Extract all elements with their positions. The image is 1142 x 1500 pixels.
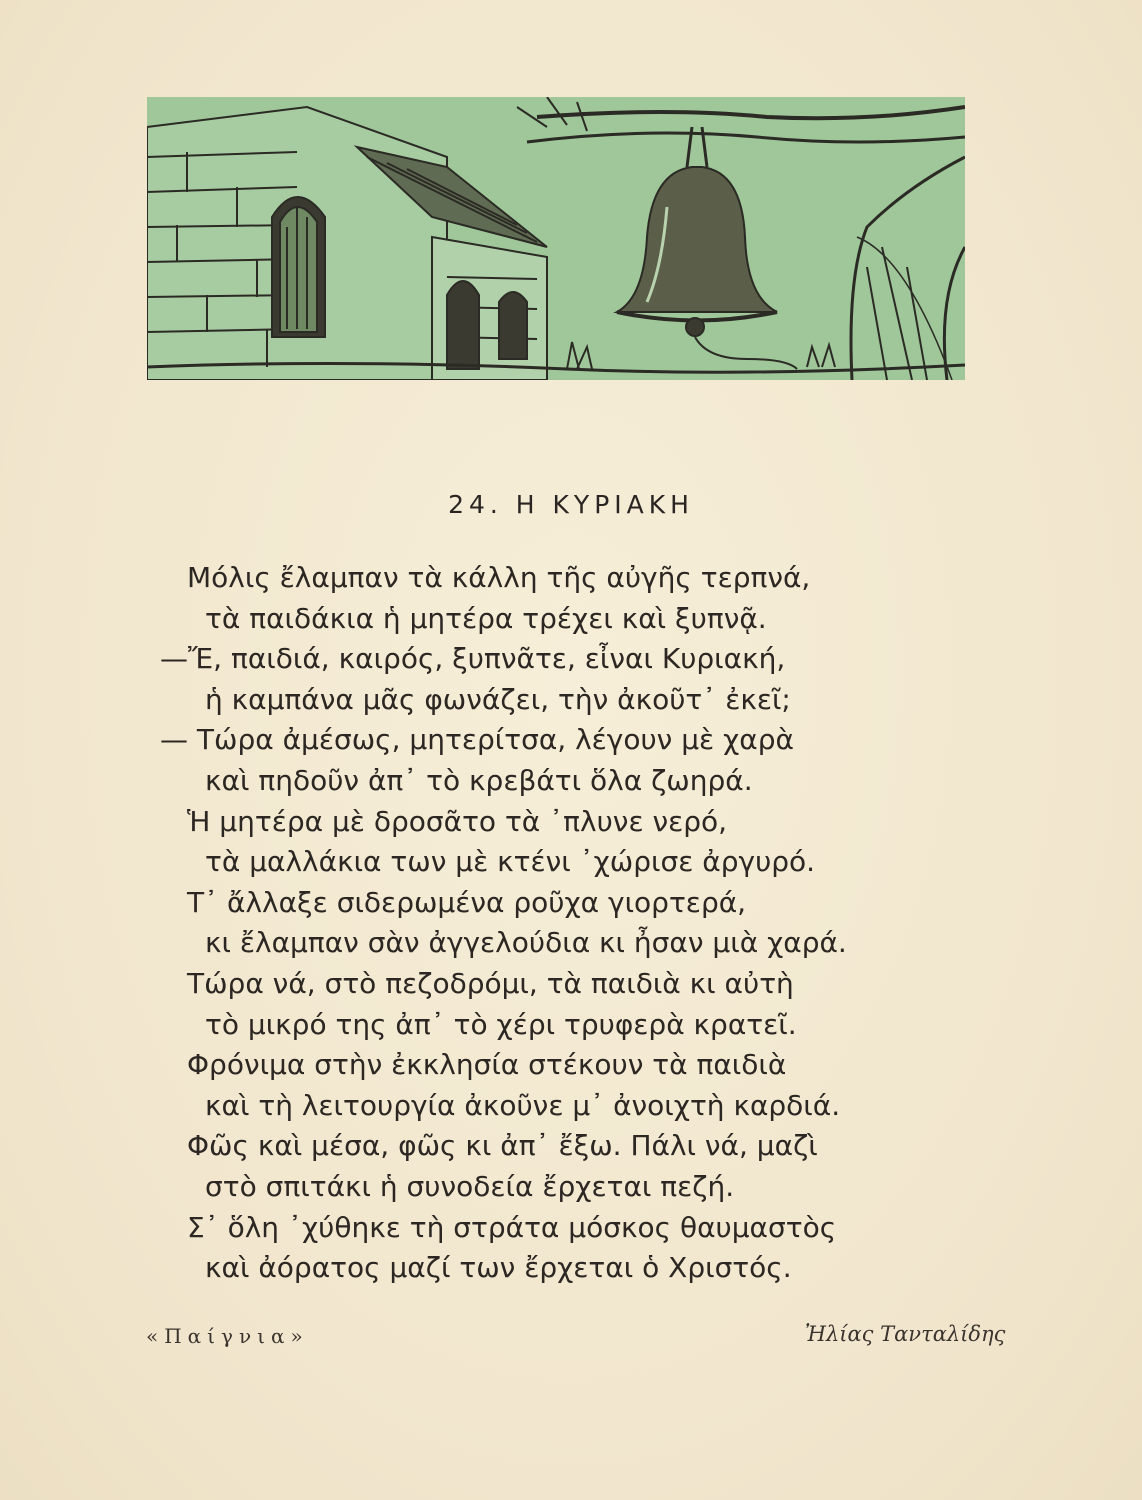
poem-line: Μόλις ἔλαμπαν τὰ κάλλη τῆς αὐγῆς τερπνά,: [187, 561, 811, 594]
poem-number: 24.: [448, 490, 503, 519]
poem-line: —Ἔ, παιδιά, καιρός, ξυπνᾶτε, εἶναι Κυριακή,: [160, 642, 786, 676]
poem-line: ἡ καμπάνα μᾶς φωνάζει, τὴν ἀκοῦτ᾽ ἐκεῖ;: [205, 682, 791, 716]
poem-line: καὶ ἀόρατος μαζί των ἔρχεται ὁ Χριστός.: [205, 1251, 792, 1285]
poem-line: Φῶς καὶ μέσα, φῶς κι ἀπ᾽ ἔξω. Πάλι νά, μαζὶ: [187, 1129, 818, 1163]
poem-title-text: Η ΚΥΡΙΑΚΗ: [515, 490, 694, 519]
poem-line: καὶ τὴ λειτουργία ἀκοῦνε μ᾽ ἀνοιχτὴ καρδιά.: [205, 1088, 841, 1122]
poem-line: — Τώρα ἀμέσως, μητερίτσα, λέγουν μὲ χαρὰ: [160, 723, 794, 757]
source-title: «Παίγνια»: [146, 1324, 309, 1348]
poem-body: [160, 558, 1020, 1289]
poem-title: [0, 490, 1142, 519]
poem-line: τὸ μικρό της ἀπ᾽ τὸ χέρι τρυφερὰ κρατεῖ.: [205, 1007, 797, 1041]
poem-line: Τώρα νά, στὸ πεζοδρόμι, τὰ παιδιὰ κι αὐτὴ: [187, 966, 794, 1000]
poem-line: Ἡ μητέρα μὲ δροσᾶτο τὰ ᾽πλυνε νερό,: [187, 804, 728, 838]
poem-line: τὰ παιδάκια ἡ μητέρα τρέχει καὶ ξυπνᾷ.: [205, 601, 767, 635]
church-bell-icon: [147, 97, 965, 380]
poem-line: κι ἔλαμπαν σὰν ἀγγελούδια κι ἦσαν μιὰ χαρά.: [205, 926, 847, 960]
poem-line: Φρόνιμα στὴν ἐκκλησία στέκουν τὰ παιδιὰ: [187, 1048, 787, 1082]
author-name: Ἠλίας Τανταλίδης: [805, 1322, 1006, 1346]
poem-line: καὶ πηδοῦν ἀπ᾽ τὸ κρεβάτι ὅλα ζωηρά.: [205, 763, 753, 797]
poem-line: Σ᾽ ὅλη ᾽χύθηκε τὴ στράτα μόσκος θαυμαστὸς: [187, 1210, 837, 1244]
church-bell-illustration: [147, 97, 965, 380]
poem-line: στὸ σπιτάκι ἡ συνοδεία ἔρχεται πεζή.: [205, 1169, 735, 1203]
poem-line: Τ᾽ ἄλλαξε σιδερωμένα ροῦχα γιορτερά,: [187, 885, 747, 919]
poem-line: τὰ μαλλάκια των μὲ κτένι ᾽χώρισε ἀργυρό.: [205, 845, 816, 879]
